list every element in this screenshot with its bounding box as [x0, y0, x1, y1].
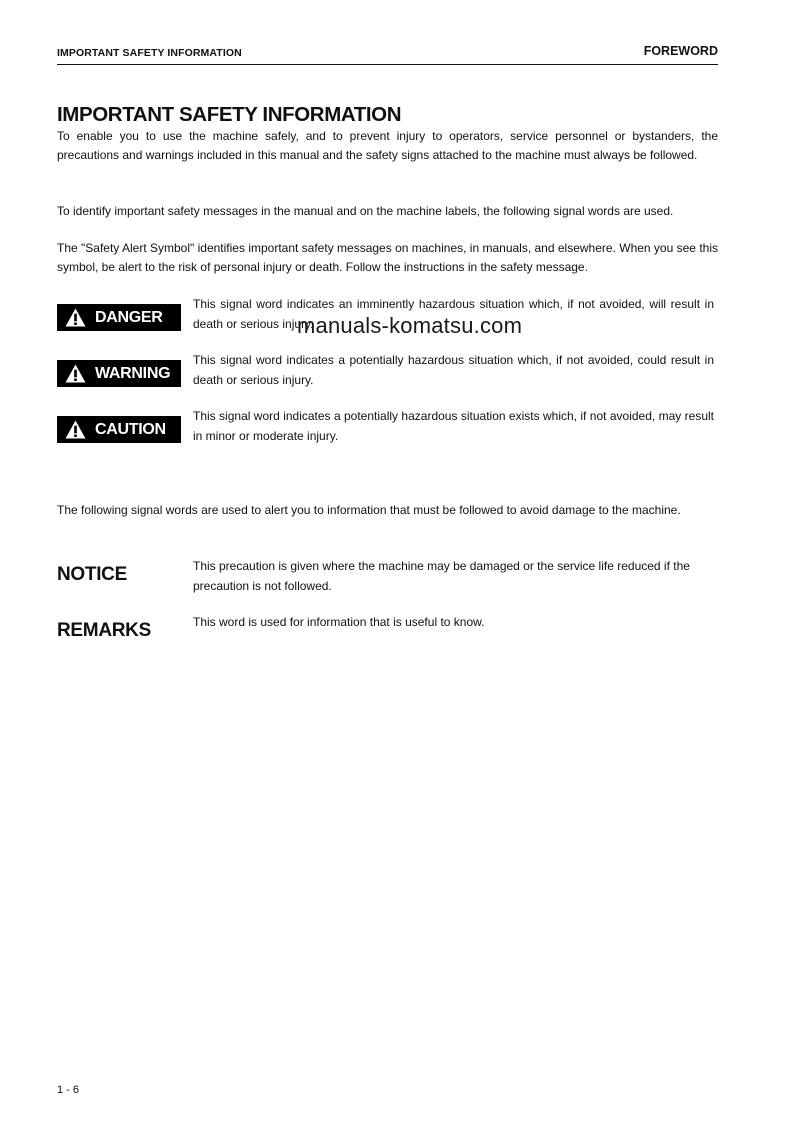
- page-number: 1 - 6: [57, 1084, 80, 1096]
- notice-description: This precaution is given where the machine may be damaged or the service life reduced if the precaution is not followed.: [193, 559, 690, 593]
- danger-description: This signal word indicates an imminently hazardous situation which, if not avoided, will result in death or serious injury.: [193, 297, 714, 331]
- warning-triangle-icon: [65, 364, 86, 383]
- remarks-label: REMARKS: [57, 620, 151, 641]
- remarks-description: This word is used for information that is useful to know.: [193, 615, 485, 629]
- header-section-title: IMPORTANT SAFETY INFORMATION: [57, 47, 242, 59]
- page-title: IMPORTANT SAFETY INFORMATION: [57, 103, 402, 126]
- warning-description: This signal word indicates a potentially hazardous situation which, if not avoided, could result in death or serious injury.: [193, 353, 714, 387]
- page-header: [57, 44, 718, 65]
- warning-triangle-icon: [65, 420, 86, 439]
- header-chapter: FOREWORD: [643, 44, 718, 58]
- caution-label: CAUTION: [95, 420, 166, 438]
- danger-badge: [57, 304, 181, 331]
- danger-label: DANGER: [95, 308, 163, 326]
- notice-label: NOTICE: [57, 564, 127, 585]
- caution-badge: [57, 416, 181, 443]
- damage-words-paragraph: The following signal words are used to alert you to information that must be followed to avoid damage to the machine.: [57, 503, 681, 517]
- warning-badge: [57, 360, 181, 387]
- watermark: manuals-komatsu.com: [297, 313, 523, 338]
- alert-symbol-paragraph: The "Safety Alert Symbol" identifies important safety messages on machines, in manuals, and elsewhere. When you see this symbol, be alert to the risk of personal injury or death. Follow the instructions in the safety message.: [57, 241, 718, 274]
- intro-paragraph: To enable you to use the machine safely, and to prevent injury to operators, service personnel or bystanders, the precautions and warnings included in this manual and the safety signs attached to the machine must always be followed.: [57, 129, 718, 162]
- warning-triangle-icon: [65, 308, 86, 327]
- warning-label: WARNING: [95, 364, 171, 382]
- signal-words-paragraph: To identify important safety messages in the manual and on the machine labels, the following signal words are used.: [57, 204, 674, 218]
- caution-description: This signal word indicates a potentially hazardous situation exists which, if not avoided, may result in minor or moderate injury.: [193, 409, 714, 443]
